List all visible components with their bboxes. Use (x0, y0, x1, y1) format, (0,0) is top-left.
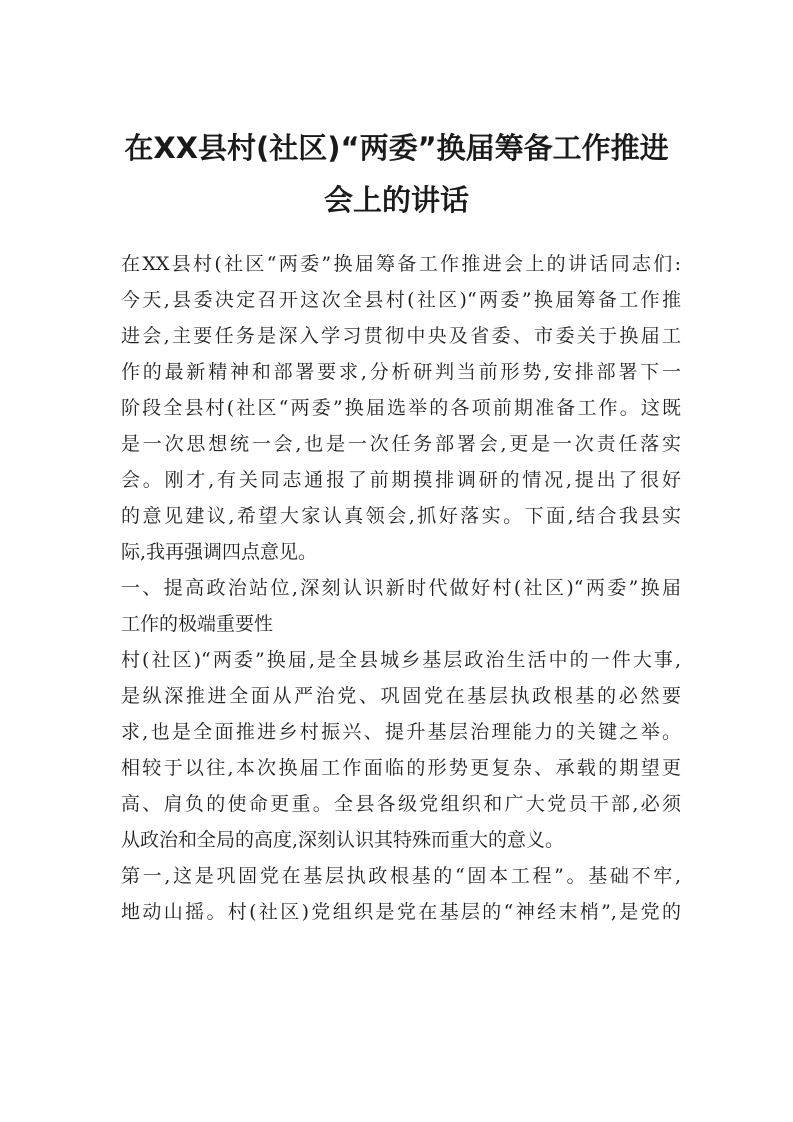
title-line-2: 会上的讲话 (323, 183, 469, 217)
body-line: 作的最新精神和部署要求,分析研判当前形势,安排部署下一 (121, 361, 681, 383)
body-line: 求,也是全面推进乡村振兴、提升基层治理能力的关键之举。 (121, 721, 681, 743)
body-line: 际,我再强调四点意见。 (121, 541, 318, 563)
body-line: 地动山摇。村(社区)党组织是党在基层的“神经末梢”,是党的 (121, 901, 681, 923)
body-line: 的意见建议,希望大家认真领会,抓好落实。下面,结合我县实 (121, 505, 681, 527)
body-line: 是一次思想统一会,也是一次任务部署会,更是一次责任落实 (121, 433, 681, 455)
section-heading-line: 工作的极端重要性 (121, 613, 274, 635)
body-line: 村(社区)“两委”换届,是全县城乡基层政治生活中的一件大事, (121, 649, 681, 671)
title-line-1: 在XX县村(社区)“两委”换届筹备工作推进 (124, 131, 669, 165)
page-title (100, 122, 693, 226)
body-line: 会。刚才,有关同志通报了前期摸排调研的情况,提出了很好 (121, 469, 681, 491)
body-line: 今天,县委决定召开这次全县村(社区)“两委”换届筹备工作推 (121, 289, 681, 311)
body-line: 在XX县村(社区“两委”换届筹备工作推进会上的讲话同志们: (121, 253, 681, 275)
body-line: 阶段全县村(社区“两委”换届选举的各项前期准备工作。这既 (121, 397, 681, 419)
body-line: 从政治和全局的高度,深刻认识其特殊而重大的意义。 (121, 829, 565, 851)
body-line: 进会,主要任务是深入学习贯彻中央及省委、市委关于换届工 (121, 325, 681, 347)
body-line: 相较于以往,本次换届工作面临的形势更复杂、承载的期望更 (121, 757, 681, 779)
body-line: 是纵深推进全面从严治党、巩固党在基层执政根基的必然要 (121, 685, 681, 707)
section-heading-line: 一、提高政治站位,深刻认识新时代做好村(社区)“两委”换届 (121, 577, 681, 599)
body-line: 第一,这是巩固党在基层执政根基的“固本工程”。基础不牢, (121, 865, 681, 887)
body-line: 高、肩负的使命更重。全县各级党组织和广大党员干部,必须 (121, 793, 681, 815)
